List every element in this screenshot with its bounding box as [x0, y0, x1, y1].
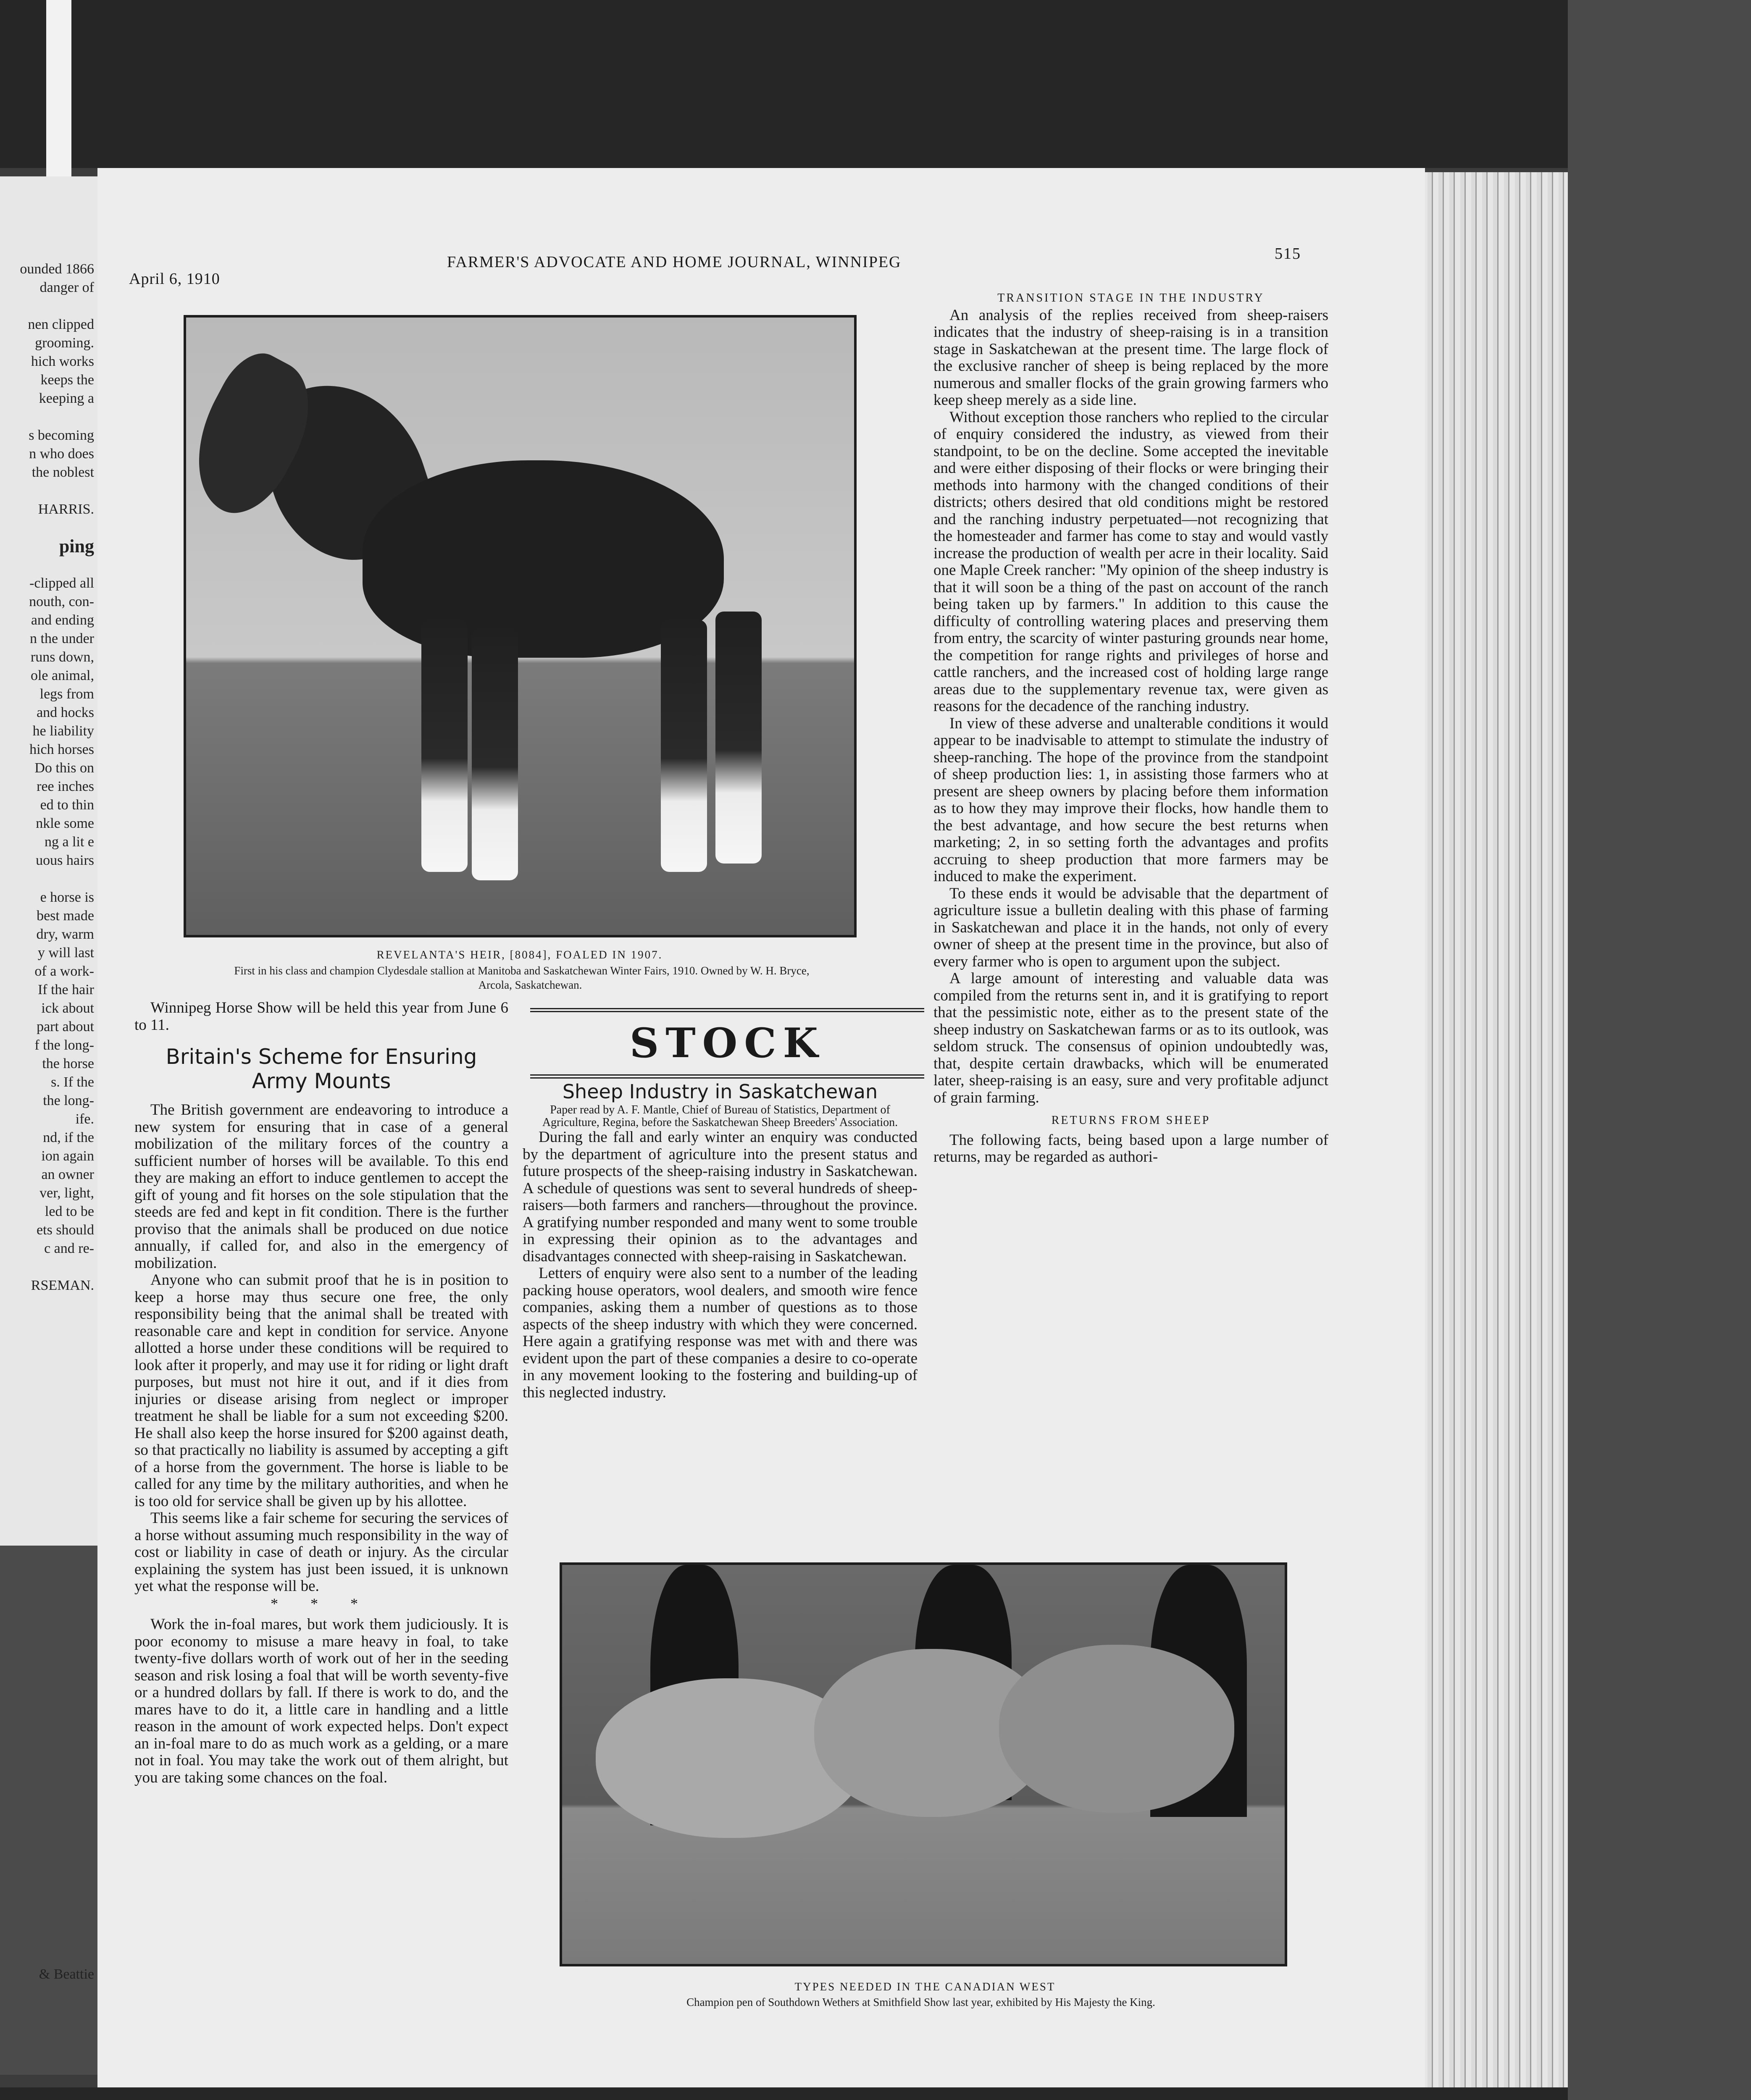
- sheep-industry-heading: Sheep Industry in Saskatchewan: [562, 1080, 878, 1103]
- previous-page-line: s becoming: [29, 428, 94, 443]
- horse-leg-hind-right: [715, 612, 762, 864]
- previous-page-line: Do this on: [34, 760, 94, 776]
- previous-page-line: of a work-: [34, 963, 94, 979]
- previous-page-line: the long-: [43, 1093, 94, 1108]
- previous-page-line: hich horses: [29, 742, 94, 757]
- sheep-industry-body: [523, 1129, 918, 1401]
- previous-page-line: c and re-: [44, 1241, 94, 1256]
- previous-page-line: grooming.: [35, 335, 94, 351]
- previous-page-line: nd, if the: [43, 1130, 94, 1145]
- binding-bar-top: [46, 0, 71, 185]
- stock-banner-title: STOCK: [629, 1019, 825, 1067]
- middle-column: [523, 1079, 918, 1401]
- scan-shadow-bottom: [0, 2087, 1751, 2100]
- previous-page-line: keeping a: [39, 391, 94, 406]
- previous-page-line: he liability: [32, 723, 94, 739]
- stock-section-banner: [530, 1008, 924, 1079]
- previous-page-line: If the hair: [37, 982, 94, 998]
- transition-stage-paragraph: Without exception those ranchers who replied to the circular of enquiry considered the industry, as viewed from their standpoint, to be on the decline. Some accepted the inevitable and were either disposing of their flocks or were bringing their methods into harmony with the changed conditions of their districts; others desired that old conditions might be restored and the ranching industry perpetuated—not recognizing that the homesteader and farmer has come to stay and would vastly increase the production of wealth per acre in their locality. Said one Maple Creek rancher: "My opinion of the sheep industry is that it will soon be a thing of the past on account of the ranch being taken up by farmers." In addition to this cause the difficulty of controlling watering places and preserving them from entry, the scarcity of winter pasturing grounds near home, the competition for range rights and privileges of horse and cattle ranchers, and the increased cost of holding large range areas due to the supplementary revenue tax, were given as reasons for the decadence of the ranching industry.: [933, 408, 1328, 715]
- previous-page-line: ife.: [75, 1111, 94, 1127]
- issue-date: April 6, 1910: [129, 270, 220, 288]
- sheep-3: [999, 1645, 1234, 1813]
- horse-leg-hind-left: [661, 620, 707, 872]
- sheep-photograph: [560, 1562, 1287, 1966]
- previous-page-line: ng a lit e: [44, 834, 94, 850]
- previous-page-line: led to be: [45, 1204, 94, 1219]
- previous-page-line: nouth, con-: [29, 594, 94, 609]
- previous-page-line: nen clipped: [28, 317, 94, 332]
- previous-page-line: HARRIS.: [38, 501, 94, 517]
- army-mounts-paragraph: This seems like a fair scheme for securing the services of a horse without assuming much responsibility in the way of cost or liability in case of death or injury. As the circular explaining the system has just been issued, it is unknown yet what the response will be.: [134, 1509, 508, 1595]
- transition-stage-paragraph: A large amount of interesting and valuable data was compiled from the returns sent in, and it is gratifying to report that the pessimistic note, either as to the present state of the sheep industry on Saskatchewan farms or as to its outlook, was seldom struck. The consensus of opinion undoubtedly was, that, despite certain drawbacks, which will be enumerated later, sheep-raising is an easy, sure and very profitable adjunct of grain farming.: [933, 970, 1328, 1106]
- army-mounts-paragraph: The British government are endeavoring to introduce a new system for ensuring that in case of a general mobilization of the military forces of the country a sufficient number of horses will be available. To this end they are making an effort to induce gentlemen to accept the gift of young and fit horses on the sole stipulation that the steeds are fed and kept in fit condition. There is the further proviso that the animals shall be produced on due notice annually, if called for, and also in the emergency of mobilization.: [134, 1101, 508, 1272]
- previous-page-line: legs from: [39, 686, 94, 702]
- previous-page-line: RSEMAN.: [31, 1278, 94, 1293]
- horse-caption-line-1: First in his class and champion Clydesdale stallion at Manitoba and Saskatchewan Winter Fairs, 1910. Owned by W. H. Bryce,: [234, 964, 810, 977]
- transition-stage-paragraph: An analysis of the replies received from sheep-raisers indicates that the industry of sheep-raising is in a transition stage in Saskatchewan at the present time. The large flock of the exclusive rancher of sheep is being replaced by the more numerous and smaller flocks of the grain growing farmers who keep sheep merely as a side line.: [933, 306, 1328, 409]
- previous-page-line: ets should: [37, 1222, 94, 1238]
- previous-page-line: ree inches: [37, 779, 94, 794]
- horse-caption-title: REVELANTA'S HEIR, [8084], FOALED IN 1907.: [376, 948, 663, 961]
- previous-page-line: ounded 1866: [20, 261, 94, 277]
- previous-page-photo: [0, 1546, 97, 2075]
- previous-page-line: the noblest: [32, 465, 94, 480]
- previous-page-line: ion again: [41, 1148, 94, 1164]
- previous-page-line: and ending: [31, 612, 94, 628]
- horse-photograph: [184, 315, 857, 937]
- previous-page-line: uous hairs: [36, 853, 94, 868]
- army-mounts-body: [134, 1102, 508, 1595]
- returns-paragraph: The following facts, being based upon a large number of returns, may be regarded as authori-: [933, 1131, 1328, 1166]
- horse-leg-front-right: [472, 628, 518, 880]
- horse-leg-front-left: [421, 620, 468, 872]
- transition-stage-subhead: TRANSITION STAGE IN THE INDUSTRY: [997, 291, 1265, 304]
- previous-page-line: ed to thin: [40, 797, 94, 813]
- scan-shadow-right: [1568, 0, 1751, 2100]
- previous-page-line: ping: [59, 536, 94, 556]
- horse-show-note: Winnipeg Horse Show will be held this year from June 6 to 11.: [134, 999, 508, 1034]
- previous-page-line: ick about: [41, 1000, 94, 1016]
- previous-page-line: hich works: [31, 354, 94, 369]
- previous-page-line: s. If the: [51, 1074, 94, 1090]
- transition-stage-paragraph: To these ends it would be advisable that the department of agriculture issue a bulletin dealing with this phase of farming in Saskatchewan and place it in the hands, not only of every owner of sheep at the present time in the province, but also of every farmer who is open to argument upon the subject.: [933, 885, 1328, 970]
- previous-page-line: f the long-: [34, 1037, 94, 1053]
- previous-page-line: -clipped all: [29, 575, 94, 591]
- left-column: [134, 1000, 508, 1786]
- previous-page-line: runs down,: [30, 649, 94, 665]
- sheep-caption-line: Champion pen of Southdown Wethers at Smithfield Show last year, exhibited by His Majesty the King.: [686, 1996, 1155, 2008]
- previous-page-line: n the under: [30, 631, 94, 646]
- previous-page-line: and hocks: [37, 705, 94, 720]
- right-column: [933, 290, 1328, 1166]
- previous-page-line: an owner: [41, 1167, 94, 1182]
- returns-from-sheep-subhead: RETURNS FROM SHEEP: [1051, 1114, 1211, 1127]
- previous-page-line: dry, warm: [36, 927, 94, 942]
- scan-shadow-top: [0, 0, 1751, 168]
- previous-page-line: the horse: [42, 1056, 94, 1071]
- previous-page-line: best made: [37, 908, 94, 924]
- sheep-industry-byline: Paper read by A. F. Mantle, Chief of Bureau of Statistics, Department of Agriculture, Regina, before the Saskatchewan Sheep Breeders' Association.: [542, 1103, 898, 1129]
- sheep-industry-paragraph: During the fall and early winter an enquiry was conducted by the department of agriculture into the present status and future prospects of the sheep-raising industry in Saskatchewan. A schedule of questions was sent to several hundreds of sheep-raisers—both farmers and ranchers—throughout the province. A gratifying number responded and many went to some trouble in expressing their opinion as to the advantages and disadvantages connected with sheep-raising in Saskatchewan.: [523, 1129, 918, 1265]
- transition-stage-paragraph: In view of these adverse and unalterable conditions it would appear to be inadvisable to attempt to stimulate the industry of sheep-ranching. The hope of the province from the standpoint of sheep production lies: 1, in assisting those farmers who at present are sheep owners by placing before them information as to how they may improve their flocks, how handle them to the best advantage, and how secure the best returns when marketing; 2, in so setting forth the advantages and profits accruing to sheep production that more farmers may be induced to make the experiment.: [933, 714, 1328, 885]
- army-mounts-heading: Britain's Scheme for Ensuring Army Mounts: [166, 1045, 477, 1093]
- previous-page-fragment: [0, 176, 97, 2075]
- book-page-edges: [1417, 172, 1568, 2087]
- transition-stage-body: [933, 307, 1328, 1107]
- previous-page-line: ver, light,: [39, 1185, 94, 1201]
- previous-page-line: part about: [37, 1019, 94, 1034]
- army-mounts-paragraph: Anyone who can submit proof that he is in position to keep a horse may thus secure one free, the only responsibility being that the animal shall be treated with reasonable care and kept in condition for service. Anyone allotted a horse under these conditions will be required to look after it properly, and may use it for riding or light draft purposes, but must not hire it out, and if it dies from injuries or disease arising from neglect or improper treatment he shall be liable for a sum not exceeding $200. He shall also keep the horse insured for $200 against death, so that practically no liability is assumed by accepting a gift of a horse from the government. The horse is liable to be called for any time by the military authorities, and when he is too old for service shall be given up by his allottee.: [134, 1271, 508, 1510]
- in-foal-mares-paragraph: Work the in-foal mares, but work them judiciously. It is poor economy to misuse a mare heavy in foal, to take twenty-five dollars worth of work out of her in the seeding season and risk losing a foal that will be worth seventy-five or a hundred dollars by fall. If there is work to do, and the mares have to do it, a little care in handling and a little reason in the amount of work expected helps. Don't expect an in-foal mare to do as much work as a gelding, or a mare not in foal. You may take the work out of them alright, but you are taking some chances on the foal.: [134, 1616, 508, 1786]
- previous-page-line: danger of: [39, 280, 94, 295]
- previous-page-footer: & Beattie: [39, 1966, 94, 1982]
- sheep-caption-title: TYPES NEEDED IN THE CANADIAN WEST: [794, 1980, 1056, 1993]
- page-515: [97, 168, 1425, 2087]
- previous-page-line: y will last: [37, 945, 94, 961]
- sheep-industry-paragraph: Letters of enquiry were also sent to a number of the leading packing house operators, wool dealers, and smooth wire fence companies, asking them a number of questions as to those aspects of the sheep industry with which they were concerned. Here again a gratifying response was met with and there was evident upon the part of these companies a desire to co-operate in any movement looking to the fostering and building-up of this neglected industry.: [523, 1265, 918, 1401]
- previous-page-line: e horse is: [40, 890, 94, 905]
- previous-page-line: keeps the: [40, 372, 94, 388]
- horse-caption-line-2: Arcola, Saskatchewan.: [478, 979, 582, 991]
- page-number: 515: [1275, 245, 1301, 262]
- journal-title: FARMER'S ADVOCATE AND HOME JOURNAL, WINNIPEG: [447, 253, 902, 271]
- previous-page-line: n who does: [29, 446, 94, 462]
- previous-page-line: nkle some: [36, 816, 94, 831]
- section-separator: * * *: [271, 1595, 372, 1612]
- previous-page-line: ole animal,: [30, 668, 94, 683]
